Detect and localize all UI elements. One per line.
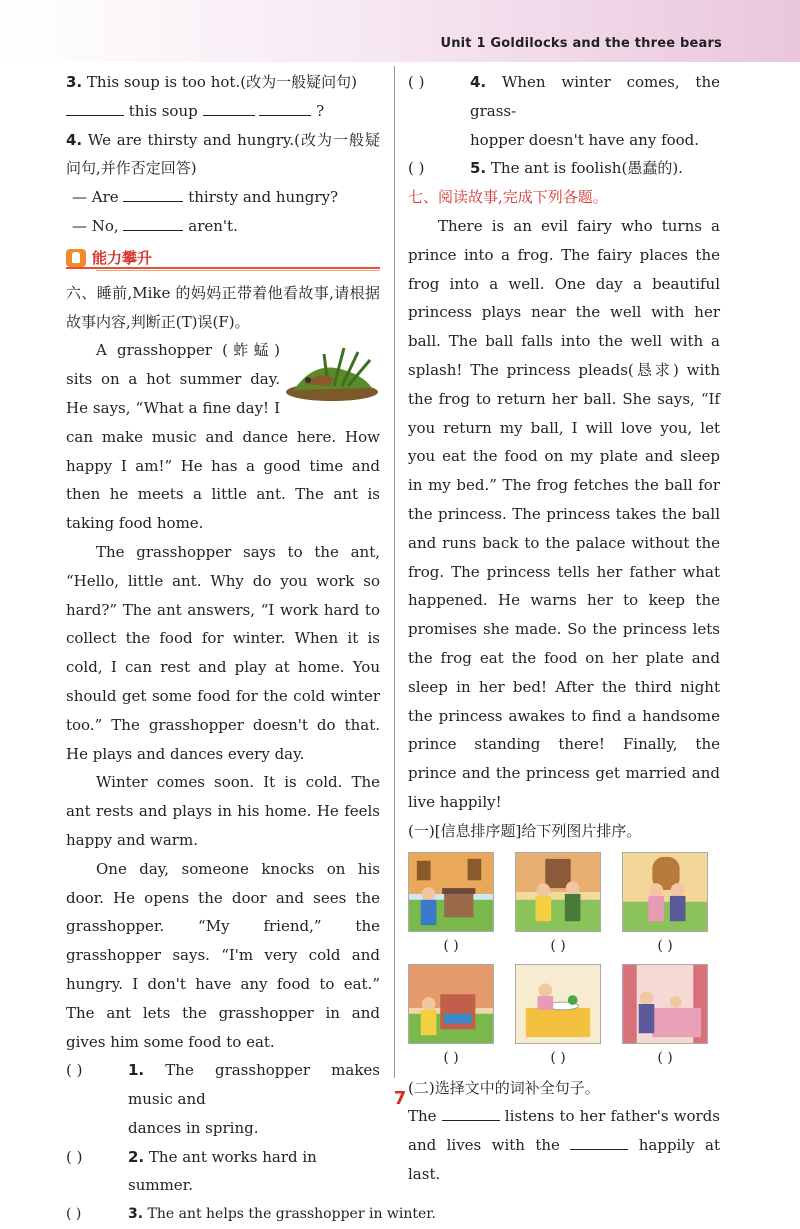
story-picture [408, 852, 494, 932]
answer-paren[interactable]: ( ) [66, 1206, 82, 1223]
part-2-label: (二)选择文中的词补全句子。 [408, 1078, 600, 1097]
question-4-answer-2: — No, aren't. [66, 212, 380, 241]
story-picture [622, 852, 708, 932]
order-paren[interactable]: ( ) [443, 937, 459, 954]
story-picture [408, 964, 494, 1044]
tf-question-4-cont: hopper doesn't have any food. [470, 130, 700, 149]
picture-order-row-1 [408, 932, 708, 960]
answer-paren[interactable]: ( ) [408, 159, 425, 178]
story-picture [515, 852, 601, 932]
section-label: 能力攀升 [92, 248, 153, 267]
part-1-label: (一)[信息排序题]给下列图片排序。 [408, 821, 642, 840]
order-paren[interactable]: ( ) [550, 937, 566, 954]
answer-paren[interactable]: ( ) [408, 73, 425, 91]
story-picture [622, 964, 708, 1044]
answer-paren[interactable]: ( ) [66, 1147, 83, 1166]
page-number: 7 [393, 1088, 407, 1109]
frog-story: There is an evil fairy who turns a prince into a frog. The fairy places the frog into a well. One day a beautiful princess plays near the well with her ball. The ball falls into the well with a splash! The princess pleads(恳求) with the frog to return her ball. She says, “If you return my ball, I will love you, let you eat the food on my plate and sleep in my bed.” The frog fetches the ball for the princess. The princess takes the ball and runs back to the palace without the frog. The princess tells her father what happened. He warns her to keep the promises she made. So the princess lets the frog eat the food on her plate and sleep in her bed! After the third night the princess awakes to find a handsome prince standing there! Finally, the prince and the princess get married and live happily! [408, 216, 720, 811]
question-4: 4. We are thirsty and hungry.(改为一般疑问句,并作否定回答) [66, 130, 380, 178]
question-3-answer: this soup ? [66, 97, 380, 126]
unit-title: Unit 1 Goldilocks and the three bears [440, 36, 722, 51]
order-paren[interactable]: ( ) [657, 1049, 673, 1066]
story-paragraph-2: The grasshopper says to the ant, “Hello, little ant. Why do you work so hard?” The ant answers, “I work hard to collect the food for winter. When it is cold, I can rest and play at home. You should get some food for the cold winter too.” The grasshopper doesn't do that. He plays and dances every day. [66, 542, 380, 763]
answer-blank[interactable] [203, 99, 255, 116]
question-4-answer-1: — Are thirsty and hungry? [66, 183, 380, 212]
section-6-instruction: 六、睡前,Mike 的妈妈正带着他看故事,请根据故事内容,判断正(T)误(F)。 [66, 283, 380, 331]
picture-row-2 [408, 964, 708, 1044]
answer-blank[interactable] [123, 185, 183, 202]
left-column [66, 68, 436, 1229]
story-paragraph-1: A grasshopper (蚱蜢) sits on a hot summer day. He says, “What a fine day! I can make music and dance here. How happy I am!” He has a good time and then he meets a little ant. The ant is taking food home. [66, 341, 380, 533]
grasshopper-illustration [284, 340, 380, 402]
order-paren[interactable]: ( ) [443, 1049, 459, 1066]
tf-question-4: ( ) 4. When winter comes, the grass- [408, 68, 720, 126]
picture-order-row-2 [408, 1044, 708, 1072]
answer-paren[interactable]: ( ) [66, 1061, 83, 1080]
answer-blank[interactable] [66, 99, 124, 116]
tf-question-1-cont: dances in spring. [128, 1118, 259, 1137]
section-banner [66, 245, 380, 275]
story-paragraph-4: One day, someone knocks on his door. He opens the door and sees the grasshopper. “My friend,” the grasshopper says. “I'm very cold and hungry. I don't have any food to eat.” The ant lets the grasshopper in and gives him some food to eat. [66, 859, 380, 1051]
section-7-title: 七、阅读故事,完成下列各题。 [408, 188, 608, 207]
column-divider [394, 66, 395, 1078]
answer-blank[interactable] [259, 99, 311, 116]
question-3: 3. This soup is too hot.(改为一般疑问句) [66, 73, 357, 91]
banner-line-thin [96, 270, 380, 271]
picture-row-1 [408, 852, 708, 932]
right-column [408, 68, 720, 1189]
tf-question-1: ( ) 1. The grasshopper makes music and [66, 1056, 380, 1114]
section-icon [66, 249, 86, 267]
order-paren[interactable]: ( ) [657, 937, 673, 954]
banner-line [66, 267, 380, 269]
answer-blank[interactable] [123, 214, 183, 231]
order-paren[interactable]: ( ) [550, 1049, 566, 1066]
answer-blank[interactable] [570, 1133, 628, 1150]
story-paragraph-3: Winter comes soon. It is cold. The ant rests and plays in his home. He feels happy and warm. [66, 773, 380, 849]
tf-question-5: ( ) 5. The ant is foolish(愚蠢的). [408, 154, 720, 183]
story-picture [515, 964, 601, 1044]
page-header [0, 0, 800, 62]
tf-question-3: ( ) 3. The ant helps the grasshopper in winter. [66, 1200, 380, 1229]
tf-question-2: ( ) 2. The ant works hard in summer. [66, 1143, 380, 1201]
fill-sentence: The listens to her father's words and lives with the happily at last. [408, 1102, 720, 1188]
